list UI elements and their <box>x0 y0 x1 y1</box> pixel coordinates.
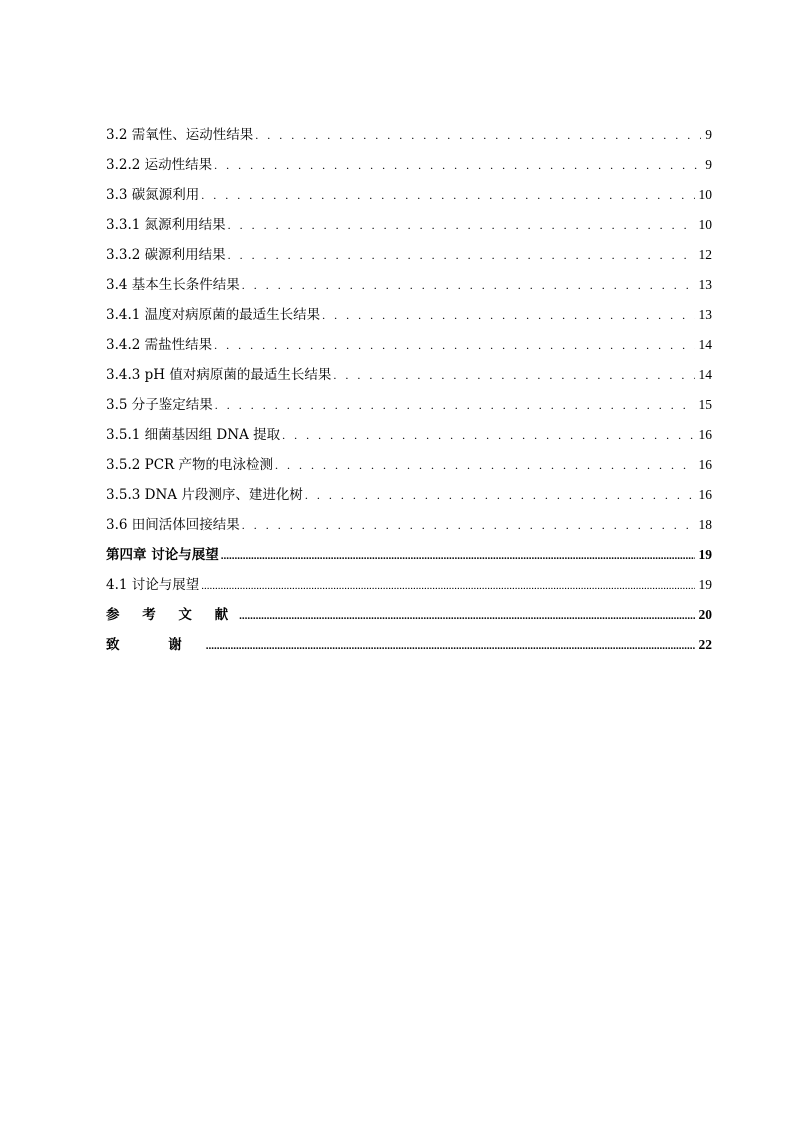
toc-leader-dots <box>305 480 695 510</box>
toc-entry-page: 20 <box>698 607 712 622</box>
toc-entry-page: 15 <box>698 397 712 412</box>
toc-entry[interactable] <box>106 120 712 150</box>
toc-leader-dots <box>214 150 701 180</box>
toc-entry-title: 4.1 讨论与展望 <box>106 577 200 593</box>
toc-entry-title: 3.4.1 温度对病原菌的最适生长结果 <box>106 307 321 323</box>
toc-entry-title: 第四章 讨论与展望 <box>106 547 219 563</box>
toc-leader-dots <box>215 390 695 420</box>
toc-leader-dots <box>206 631 695 661</box>
toc-entry-page: 13 <box>698 277 712 292</box>
toc-entry[interactable] <box>106 270 712 300</box>
toc-entry-title: 3.5.1 细菌基因组 DNA 提取 <box>106 427 281 443</box>
toc-entry[interactable] <box>106 150 712 180</box>
toc-leader-dots <box>201 571 694 601</box>
toc-entry[interactable] <box>106 450 712 480</box>
table-of-contents <box>106 120 712 660</box>
toc-acknowledgements-entry[interactable] <box>106 630 712 660</box>
toc-entry-title: 3.2.2 运动性结果 <box>106 157 213 173</box>
toc-entry[interactable] <box>106 180 712 210</box>
toc-leader-dots <box>275 450 694 480</box>
toc-leader-dots <box>242 270 695 300</box>
toc-entry-page: 14 <box>698 337 712 352</box>
toc-leader-dots <box>255 120 701 150</box>
toc-entry[interactable] <box>106 510 712 540</box>
toc-entry-title: 3.3 碳氮源利用 <box>106 187 200 203</box>
toc-entry-page: 13 <box>698 307 712 322</box>
toc-entry-page: 19 <box>698 547 712 562</box>
toc-entry-title: 3.6 田间活体回接结果 <box>106 517 240 533</box>
toc-entry[interactable] <box>106 330 712 360</box>
toc-leader-dots <box>214 330 694 360</box>
toc-entry-page: 16 <box>698 427 712 442</box>
toc-entry-title: 3.2 需氧性、运动性结果 <box>106 127 254 143</box>
toc-leader-dots <box>282 420 694 450</box>
toc-entry-page: 16 <box>698 457 712 472</box>
toc-entry-page: 14 <box>698 367 712 382</box>
toc-leader-dots <box>333 360 694 390</box>
toc-leader-dots <box>228 210 695 240</box>
toc-leader-dots <box>201 180 694 210</box>
toc-entry-title: 3.3.2 碳源利用结果 <box>106 247 226 263</box>
toc-entry-page: 22 <box>698 637 712 652</box>
toc-leader-dots <box>322 300 694 330</box>
toc-entry[interactable] <box>106 480 712 510</box>
toc-entry-title: 3.5.2 PCR 产物的电泳检测 <box>106 457 274 473</box>
toc-entry-title: 致 谢 <box>106 637 204 653</box>
toc-entry-title: 3.4.3 pH 值对病原菌的最适生长结果 <box>106 367 332 383</box>
toc-entry-page: 12 <box>698 247 712 262</box>
toc-entry[interactable] <box>106 360 712 390</box>
toc-entry-title: 3.5 分子鉴定结果 <box>106 397 213 413</box>
toc-entry-title: 3.4 基本生长条件结果 <box>106 277 240 293</box>
toc-entry[interactable] <box>106 420 712 450</box>
toc-chapter-entry[interactable] <box>106 540 712 570</box>
toc-entry-page: 9 <box>705 127 712 142</box>
toc-entry[interactable] <box>106 210 712 240</box>
toc-entry-page: 18 <box>698 517 712 532</box>
toc-entry[interactable] <box>106 390 712 420</box>
toc-leader-dots <box>242 510 695 540</box>
toc-entry-title: 3.5.3 DNA 片段测序、建进化树 <box>106 487 303 503</box>
toc-entry[interactable] <box>106 570 712 600</box>
toc-leader-dots <box>239 601 694 631</box>
toc-references-entry[interactable] <box>106 600 712 630</box>
toc-entry[interactable] <box>106 300 712 330</box>
toc-entry-page: 10 <box>698 187 712 202</box>
toc-entry-page: 16 <box>698 487 712 502</box>
toc-entry[interactable] <box>106 240 712 270</box>
toc-entry-title: 3.3.1 氮源利用结果 <box>106 217 226 233</box>
toc-entry-page: 9 <box>705 157 712 172</box>
toc-entry-page: 19 <box>698 577 712 592</box>
toc-entry-title: 参 考 文 献 <box>106 607 238 623</box>
toc-leader-dots <box>228 240 695 270</box>
toc-entry-title: 3.4.2 需盐性结果 <box>106 337 213 353</box>
toc-leader-dots <box>221 541 695 571</box>
toc-entry-page: 10 <box>698 217 712 232</box>
